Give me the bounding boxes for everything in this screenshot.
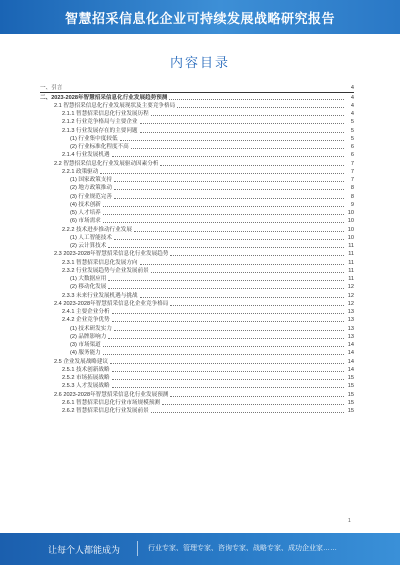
toc-leader-dots (112, 312, 344, 314)
toc-entry-label: 2.1 智慧招采信息化行业发展现状及主要竞争格局 (54, 102, 176, 109)
toc-entry-label: 2.6.1 智慧招采信息化行业市场规模预测 (62, 399, 160, 406)
toc-entry-page: 13 (347, 309, 354, 315)
toc-entry[interactable] (40, 151, 354, 159)
toc-entry-page: 11 (348, 251, 354, 258)
footer-banner (0, 533, 400, 565)
page-number: 1 (348, 518, 351, 524)
toc-leader-dots (170, 304, 344, 306)
toc-entry[interactable] (40, 366, 354, 374)
toc-entry-label: (2) 移动化发展 (70, 284, 107, 291)
toc-entry-page: 14 (347, 350, 354, 357)
toc-entry[interactable] (40, 234, 354, 242)
toc-entry-label: 2.3.3 未来行业发展机遇与挑战 (62, 292, 138, 299)
toc-entry-page: 9 (350, 201, 354, 208)
toc-entry-page: 4 (350, 94, 354, 101)
toc-entry[interactable] (40, 324, 354, 332)
toc-entry-label: 2.1.3 行业发展存在的主要问题 (62, 127, 138, 134)
toc-entry[interactable] (40, 300, 354, 308)
toc-entry-page: 14 (347, 366, 354, 373)
toc-entry[interactable] (40, 84, 354, 93)
toc-entry-page: 11 (348, 276, 354, 282)
toc-entry-page: 7 (350, 168, 354, 175)
toc-leader-dots (103, 213, 344, 215)
toc-entry[interactable] (40, 316, 354, 324)
toc-entry-label: 2.1.4 行业发展机遇 (62, 152, 110, 159)
toc-leader-dots (169, 98, 344, 100)
toc-entry-label: (1) 技术研发实力 (70, 325, 112, 332)
toc-entry-page: 5 (350, 135, 354, 142)
toc-entry[interactable] (40, 102, 354, 110)
toc-leader-dots (170, 254, 344, 256)
toc-entry[interactable] (40, 349, 354, 357)
toc-entry[interactable] (40, 258, 354, 266)
toc-entry[interactable] (40, 135, 354, 143)
toc-entry-page: 6 (350, 144, 354, 150)
toc-entry-page: 13 (347, 317, 354, 324)
toc-entry-page: 4 (350, 85, 354, 92)
toc-entry-page: 12 (347, 292, 354, 299)
toc-leader-dots (114, 180, 344, 182)
toc-leader-dots (110, 362, 344, 364)
toc-entry-page: 14 (347, 342, 354, 348)
toc-leader-dots (140, 263, 344, 265)
toc-entry-label: 2.2.1 政策驱动 (62, 168, 99, 175)
toc-entry-label: 一、引言 (40, 85, 63, 92)
toc-entry-page: 10 (347, 234, 354, 241)
toc-leader-dots (108, 337, 344, 339)
toc-entry-label: (2) 行业标准化程度不高 (70, 144, 129, 150)
toc-leader-dots (112, 378, 344, 380)
toc-entry[interactable] (40, 192, 354, 200)
toc-entry[interactable] (40, 341, 354, 349)
toc-leader-dots (114, 238, 344, 240)
toc-leader-dots (151, 271, 344, 273)
toc-entry-label: (1) 国家政策支持 (70, 177, 112, 183)
toc-entry[interactable] (40, 184, 354, 192)
toc-entry-label: (1) 行业集中度较低 (70, 135, 118, 142)
toc-entry[interactable] (40, 159, 354, 167)
toc-leader-dots (140, 296, 344, 298)
toc-leader-dots (177, 106, 344, 108)
toc-entry-label: (4) 服务能力 (70, 350, 101, 357)
toc-entry[interactable] (40, 242, 354, 250)
toc-leader-dots (151, 411, 344, 413)
toc-entry[interactable] (40, 118, 354, 126)
toc-entry[interactable] (40, 201, 354, 209)
toc-entry-page: 8 (350, 193, 354, 200)
toc-entry-page: 5 (350, 119, 354, 126)
toc-entry-label: 2.6.2 智慧招采信息化行业发展前景 (62, 408, 149, 414)
toc-entry-page: 15 (347, 375, 354, 381)
toc-entry-label: (2) 云计算技术 (70, 243, 107, 249)
toc-entry-page: 6 (350, 152, 354, 159)
toc-entry-page: 15 (347, 408, 354, 414)
toc-entry[interactable] (40, 283, 354, 291)
footer-divider (137, 541, 138, 556)
toc-entry-label: 2.5 企业发展战略建议 (54, 358, 109, 365)
toc-leader-dots (114, 197, 344, 199)
toc-leader-dots (112, 386, 344, 388)
toc-entry[interactable] (40, 382, 354, 390)
toc-entry[interactable] (40, 168, 354, 176)
toc-leader-dots (112, 155, 344, 157)
toc-entry-page: 13 (347, 333, 354, 340)
toc-entry-label: 2.1.2 行业竞争格局与主要企业 (62, 119, 138, 126)
toc-entry-page: 4 (350, 102, 354, 109)
toc-entry-label: 2.3.1 智慧招采信息化发展方向 (62, 259, 138, 266)
toc-entry-label: 2.6 2023-2028年智慧招采信息化行业发展预测 (54, 391, 169, 398)
toc-leader-dots (112, 370, 344, 372)
toc-entry-label: 2.4.1 主要企业分析 (62, 309, 110, 315)
toc-entry-page: 13 (347, 325, 354, 332)
toc-entry-label: (4) 技术创新 (70, 201, 101, 208)
footer-tagline: 行业专家、管理专家、咨询专家、战略专家、成功企业家…… (148, 545, 337, 552)
toc-leader-dots (140, 122, 344, 124)
toc-entry-page: 5 (350, 127, 354, 134)
toc-entry[interactable] (40, 209, 354, 217)
toc-leader-dots (131, 147, 344, 149)
toc-entry-label: (3) 市场渠道 (70, 342, 101, 348)
toc-entry-label: (6) 市场需求 (70, 218, 101, 225)
toc-entry-label: 2.4.2 企业竞争优势 (62, 317, 110, 324)
toc-entry-label: 2.3 2023-2028年智慧招采信息化行业发展趋势 (54, 251, 169, 258)
toc-entry-page: 7 (350, 177, 354, 183)
table-of-contents (40, 84, 354, 415)
toc-entry-label: (1) 人工智能技术 (70, 234, 112, 241)
footer-slogan: 让每个人都能成为 (48, 545, 121, 555)
toc-leader-dots (112, 320, 344, 322)
toc-entry-page: 8 (350, 185, 354, 192)
toc-leader-dots (64, 89, 344, 90)
toc-entry[interactable] (40, 225, 354, 233)
toc-entry[interactable] (40, 267, 354, 275)
toc-entry-page: 15 (347, 383, 354, 390)
toc-leader-dots (103, 205, 344, 207)
toc-entry-label: 2.1.1 智慧招采信息化行业发展历程 (62, 111, 149, 117)
toc-entry-label: 2.2 智慧招采信息化行业发展驱动因素分析 (54, 160, 159, 167)
toc-entry[interactable] (40, 333, 354, 341)
toc-heading: 内容目录 (169, 55, 230, 70)
toc-entry[interactable] (40, 126, 354, 134)
toc-entry-label: (5) 人才培养 (70, 210, 101, 216)
toc-entry-label: 2.2.2 技术进步推动行业发展 (62, 226, 132, 233)
toc-entry-page: 15 (347, 399, 354, 406)
toc-entry[interactable] (40, 374, 354, 382)
toc-entry-page: 11 (348, 259, 354, 266)
toc-leader-dots (100, 172, 344, 174)
toc-entry-label: 二、2023-2028年智慧招采信息化行业发展趋势预测 (40, 94, 168, 101)
toc-entry-label: (2) 品牌影响力 (70, 333, 107, 340)
toc-leader-dots (170, 395, 344, 397)
toc-entry-page: 10 (347, 218, 354, 225)
toc-leader-dots (114, 329, 344, 331)
toc-entry-page: 15 (347, 391, 354, 398)
toc-entry-label: 2.5.3 人才发展战略 (62, 383, 110, 390)
toc-entry[interactable] (40, 308, 354, 316)
toc-entry-label: (1) 大数据应用 (70, 276, 107, 282)
toc-leader-dots (151, 114, 344, 116)
toc-leader-dots (120, 139, 344, 141)
toc-entry-label: 2.4 2023-2028年智慧招采信息化企业竞争格局 (54, 300, 169, 307)
toc-entry-page: 7 (350, 160, 354, 167)
toc-entry[interactable] (40, 217, 354, 225)
toc-entry-page: 4 (350, 111, 354, 117)
toc-entry-page: 10 (347, 226, 354, 233)
toc-leader-dots (114, 188, 344, 190)
toc-entry[interactable] (40, 176, 354, 184)
toc-leader-dots (103, 345, 344, 347)
toc-leader-dots (162, 403, 344, 405)
toc-entry[interactable] (40, 357, 354, 365)
toc-leader-dots (103, 221, 344, 223)
toc-entry[interactable] (40, 291, 354, 299)
toc-entry[interactable] (40, 399, 354, 407)
toc-entry-label: 2.5.2 市场拓展战略 (62, 375, 110, 381)
toc-entry-page: 10 (347, 210, 354, 216)
toc-entry[interactable] (40, 390, 354, 398)
toc-entry-page: 14 (347, 358, 354, 365)
toc-entry-page: 12 (347, 300, 354, 307)
toc-leader-dots (108, 279, 344, 281)
toc-entry[interactable] (40, 93, 354, 101)
toc-entry-page: 12 (347, 284, 354, 291)
toc-entry-label: (2) 地方政策推动 (70, 185, 112, 192)
toc-entry[interactable] (40, 250, 354, 258)
toc-entry-label: 2.5.1 技术创新战略 (62, 366, 110, 373)
toc-entry-page: 11 (348, 243, 354, 249)
toc-leader-dots (140, 131, 344, 133)
toc-entry[interactable] (40, 407, 354, 415)
toc-leader-dots (134, 230, 344, 232)
toc-leader-dots (108, 287, 344, 289)
toc-leader-dots (108, 246, 344, 248)
toc-entry-page: 11 (348, 267, 354, 274)
toc-entry[interactable] (40, 275, 354, 283)
toc-leader-dots (160, 164, 344, 166)
report-title: 智慧招采信息化企业可持续发展战略研究报告 (64, 11, 335, 26)
toc-entry-label: (3) 行业规范完善 (70, 193, 112, 200)
toc-leader-dots (103, 353, 344, 355)
toc-entry[interactable] (40, 143, 354, 151)
toc-entry-label: 2.3.2 行业发展趋势与企业发展前景 (62, 267, 149, 274)
toc-entry[interactable] (40, 110, 354, 118)
header-banner (0, 0, 400, 34)
